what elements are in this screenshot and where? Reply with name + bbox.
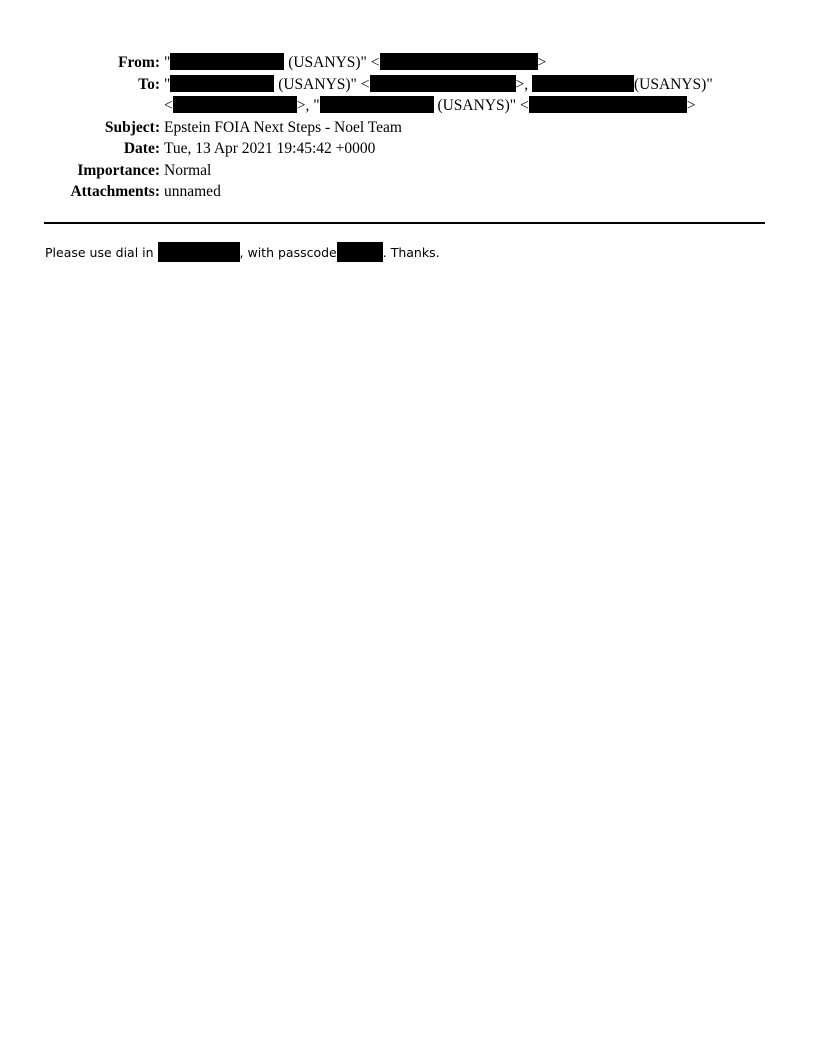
to-recipient3-close: >: [686, 97, 696, 114]
attachments-label: Attachments:: [70, 183, 160, 200]
attachments-row: [0, 181, 816, 203]
to-label: To:: [138, 75, 160, 93]
to-recipient1-suffix: (USANYS)" <: [274, 75, 370, 93]
date-row: [0, 138, 816, 160]
to-value-line1: [164, 74, 713, 96]
email-body: [45, 242, 440, 263]
importance-value: Normal: [164, 161, 212, 179]
body-text-part1: Please use dial in: [45, 245, 158, 260]
redaction-block: [158, 242, 240, 262]
subject-label: Subject:: [104, 118, 160, 136]
header-divider: [44, 222, 765, 224]
subject-value: Epstein FOIA Next Steps - Noel Team: [164, 118, 402, 136]
importance-row: [0, 160, 816, 182]
redaction-block: [170, 53, 284, 70]
to-recipient3-suffix: (USANYS)" <: [433, 97, 529, 114]
to-recipient2-close: >, ": [296, 97, 320, 114]
importance-label: Importance:: [77, 161, 160, 179]
from-value: [164, 52, 546, 74]
to-row: [0, 74, 816, 117]
redaction-block: [173, 96, 297, 113]
email-header: [0, 52, 816, 203]
body-text-part3: . Thanks.: [382, 245, 440, 260]
from-close: >: [537, 54, 547, 71]
redaction-block: [370, 75, 516, 92]
date-value: Tue, 13 Apr 2021 19:45:42 +0000: [164, 140, 376, 157]
from-open-quote: ": [164, 54, 171, 71]
from-row: [0, 52, 816, 74]
redaction-block: [337, 242, 383, 262]
to-recipient2-suffix: (USANYS)": [634, 75, 713, 93]
attachments-value: unnamed: [164, 183, 221, 200]
from-name-suffix: (USANYS)" <: [284, 54, 380, 71]
redaction-block: [529, 96, 687, 113]
subject-row: [0, 117, 816, 139]
from-label: From:: [118, 54, 160, 71]
redaction-block: [380, 53, 538, 70]
body-text-part2: , with passcode: [239, 245, 337, 260]
redaction-block: [532, 75, 634, 92]
date-label: Date:: [123, 140, 160, 157]
redaction-block: [170, 75, 274, 92]
to-recipient1-close: >,: [515, 75, 532, 93]
redaction-block: [320, 96, 434, 113]
to-open-quote: ": [164, 75, 171, 93]
to-line2-open: <: [164, 97, 173, 114]
to-value-line2: [164, 95, 696, 117]
